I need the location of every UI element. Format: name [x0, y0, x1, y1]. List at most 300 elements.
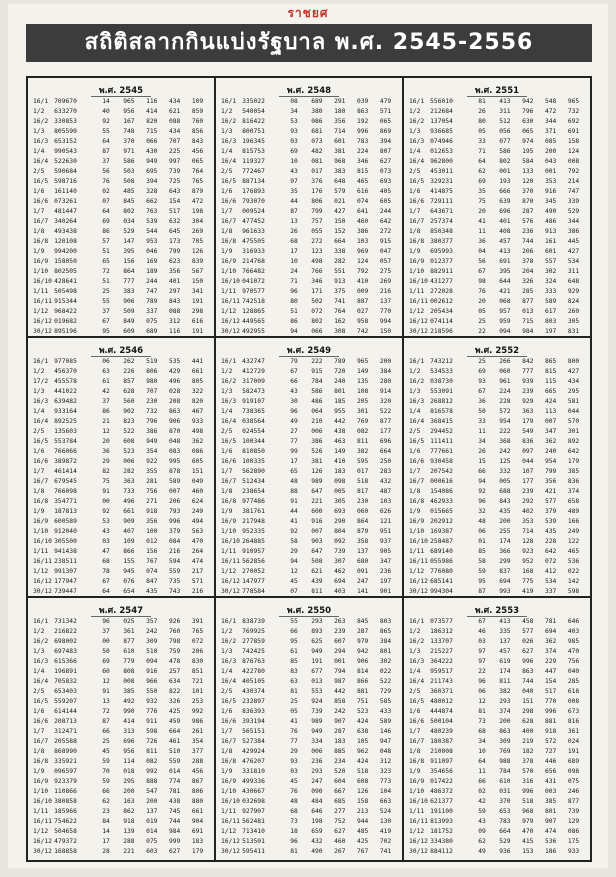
- prize-number: 094: [499, 328, 511, 335]
- draw-row: [33, 317, 209, 327]
- prize-number: 885: [334, 748, 346, 755]
- prize-number: 608: [356, 778, 369, 785]
- prize-number: 150: [379, 328, 392, 335]
- prize-number: 34: [478, 438, 486, 445]
- draw-date: 1/10: [33, 788, 49, 795]
- first-prize-number: 032698: [242, 798, 265, 805]
- prize-number: 961: [499, 378, 511, 385]
- draw-date: 1/6: [33, 448, 45, 455]
- prize-number: 792: [356, 268, 369, 275]
- prize-number: 529: [499, 838, 511, 845]
- prize-number: 139: [123, 828, 135, 835]
- prize-number: 551: [334, 268, 346, 275]
- prize-number: 84: [102, 818, 110, 825]
- draw-date: 1/4: [221, 148, 233, 155]
- draw-date: 1/8: [409, 488, 421, 495]
- year-label: พ.ศ. 2547: [91, 606, 151, 617]
- prize-number: 781: [544, 618, 557, 625]
- prize-number: 239: [522, 488, 534, 495]
- first-prize-number: 217948: [242, 518, 265, 525]
- first-prize-number: 257374: [430, 218, 453, 225]
- prize-number: 806: [146, 368, 158, 375]
- prize-number: 949: [311, 648, 323, 655]
- prize-number: 811: [146, 748, 158, 755]
- prize-number: 007: [544, 418, 557, 425]
- prize-number: 45: [102, 748, 110, 755]
- draw-row: [409, 367, 585, 377]
- draw-date: 2/5: [409, 688, 421, 695]
- prize-number: 239: [334, 628, 346, 635]
- prize-number: 498: [191, 428, 204, 435]
- prize-number: 135: [356, 378, 369, 385]
- draw-row: [221, 267, 397, 277]
- draw-row: [221, 577, 397, 587]
- prize-number: 87: [290, 208, 298, 215]
- draw-row: [409, 527, 585, 537]
- draw-row: [409, 487, 585, 497]
- first-prize-number: 161140: [54, 188, 77, 195]
- prize-number: 425: [168, 708, 181, 715]
- prize-number: 309: [146, 638, 158, 645]
- prize-number: 00: [102, 638, 110, 645]
- prize-number: 589: [168, 478, 181, 485]
- prize-number: 87: [478, 588, 486, 595]
- prize-number: 114: [123, 758, 135, 765]
- prize-number: 803: [544, 318, 557, 325]
- prize-number: 362: [544, 638, 557, 645]
- prize-number: 906: [123, 298, 135, 305]
- draw-date: 16/9: [33, 258, 49, 265]
- draw-date: 1/9: [221, 248, 233, 255]
- first-prize-number: 238654: [242, 488, 265, 495]
- prize-number: 643: [168, 188, 181, 195]
- prize-number: 942: [356, 648, 369, 655]
- prize-number: 572: [499, 408, 511, 415]
- draw-date: 1/2: [409, 108, 421, 115]
- draw-date: 1/11: [33, 808, 49, 815]
- prize-number: 179: [191, 848, 204, 855]
- draw-row: [409, 277, 585, 287]
- first-prize-number: 882911: [430, 268, 453, 275]
- draw-row: [33, 427, 209, 437]
- year-heading: [406, 603, 588, 615]
- first-prize-number: 895196: [54, 328, 77, 335]
- prize-number: 179: [522, 418, 534, 425]
- draw-row: [221, 497, 397, 507]
- prize-number: 008: [123, 678, 135, 685]
- prize-number: 186: [544, 848, 557, 855]
- first-prize-number: 615366: [54, 658, 77, 665]
- prize-number: 775: [522, 578, 534, 585]
- draw-date: 1/6: [409, 188, 421, 195]
- first-prize-number: 335921: [54, 758, 77, 765]
- prize-number: 205: [356, 398, 369, 405]
- prize-number: 522: [379, 678, 392, 685]
- draw-row: [33, 167, 209, 177]
- prize-number: 75: [102, 478, 110, 485]
- prize-number: 93: [478, 378, 486, 385]
- first-prize-number: 769925: [242, 628, 265, 635]
- prize-number: 751: [356, 698, 369, 705]
- prize-number: 345: [544, 198, 557, 205]
- prize-number: 523: [123, 448, 135, 455]
- draw-row: [33, 807, 209, 817]
- prize-number: 600: [311, 508, 323, 515]
- prize-number: 098: [334, 478, 346, 485]
- prize-number: 291: [334, 98, 346, 105]
- draw-date: 1/3: [409, 648, 421, 655]
- prize-number: 394: [379, 138, 392, 145]
- draw-date: 16/7: [33, 218, 49, 225]
- prize-number: 103: [356, 238, 369, 245]
- prize-number: 831: [567, 328, 580, 335]
- prize-number: 326: [522, 278, 534, 285]
- prize-number: 376: [311, 178, 323, 185]
- prize-number: 801: [379, 648, 392, 655]
- draw-date: 1/8: [221, 488, 233, 495]
- prize-number: 20: [478, 298, 486, 305]
- draw-row: [33, 697, 209, 707]
- prize-number: 81: [290, 848, 298, 855]
- prize-number: 966: [146, 678, 158, 685]
- prize-number: 290: [334, 518, 346, 525]
- prize-number: 784: [311, 378, 323, 385]
- prize-number: 502: [311, 298, 323, 305]
- prize-number: 866: [123, 548, 135, 555]
- first-prize-number: 697483: [54, 648, 77, 655]
- prize-number: 881: [544, 718, 557, 725]
- prize-number: 23: [102, 808, 110, 815]
- prize-number: 71: [290, 278, 298, 285]
- draw-date: 1/11: [221, 288, 237, 295]
- first-prize-number: 212684: [430, 108, 453, 115]
- prize-number: 299: [499, 558, 511, 565]
- draw-row: [33, 557, 209, 567]
- draw-date: 1/6: [221, 448, 233, 455]
- prize-number: 242: [499, 448, 511, 455]
- prize-number: 006: [123, 458, 135, 465]
- first-prize-number: 041072: [242, 278, 265, 285]
- prize-number: 739: [168, 168, 181, 175]
- prize-number: 20: [102, 438, 110, 445]
- first-prize-number: 432747: [242, 358, 265, 365]
- draw-date: 16/5: [221, 698, 237, 705]
- prize-number: 77: [290, 438, 298, 445]
- year-label: พ.ศ. 2551: [467, 86, 527, 97]
- first-prize-number: 110866: [54, 788, 77, 795]
- draw-row: [33, 737, 209, 747]
- draw-row: [33, 817, 209, 827]
- prize-number: 65: [102, 258, 110, 265]
- prize-number: 59: [102, 758, 110, 765]
- prize-number: 93: [290, 758, 298, 765]
- prize-number: 665: [544, 388, 557, 395]
- column-divider: [402, 78, 404, 860]
- prize-number: 130: [379, 818, 392, 825]
- prize-number: 632: [168, 218, 181, 225]
- first-prize-number: 316933: [242, 248, 265, 255]
- prize-number: 496: [168, 378, 181, 385]
- prize-number: 759: [168, 648, 181, 655]
- prize-number: 781: [168, 788, 181, 795]
- draw-date: 1/2: [409, 368, 421, 375]
- prize-number: 616: [191, 318, 204, 325]
- prize-number: 777: [123, 278, 135, 285]
- prize-number: 242: [334, 708, 346, 715]
- prize-number: 739: [567, 808, 580, 815]
- year-panel: [30, 80, 212, 334]
- prize-number: 969: [356, 248, 369, 255]
- prize-number: 748: [123, 128, 135, 135]
- prize-number: 694: [544, 628, 557, 635]
- first-prize-number: 205588: [54, 738, 77, 745]
- prize-number: 864: [123, 268, 135, 275]
- prize-number: 006: [311, 428, 323, 435]
- draw-row: [33, 257, 209, 267]
- first-prize-number: 952335: [242, 528, 265, 535]
- prize-number: 183: [191, 838, 204, 845]
- prize-number: 97: [290, 178, 298, 185]
- prize-number: 996: [544, 708, 557, 715]
- prize-number: 903: [311, 538, 323, 545]
- draw-row: [221, 467, 397, 477]
- draw-row: [221, 407, 397, 417]
- draw-date: 16/10: [33, 798, 52, 805]
- prize-number: 659: [311, 828, 323, 835]
- draw-row: [221, 367, 397, 377]
- draw-row: [409, 697, 585, 707]
- prize-number: 02: [102, 188, 110, 195]
- draw-row: [33, 747, 209, 757]
- draw-row: [33, 497, 209, 507]
- draw-date: 16/6: [409, 718, 425, 725]
- draw-date: 1/4: [221, 408, 233, 415]
- first-prize-number: 019682: [54, 318, 77, 325]
- draw-row: [409, 437, 585, 447]
- prize-number: 742: [356, 328, 369, 335]
- draw-row: [221, 167, 397, 177]
- prize-number: 149: [334, 448, 346, 455]
- prize-number: 932: [146, 698, 158, 705]
- draw-row: [409, 647, 585, 657]
- prize-number: 37: [102, 628, 110, 635]
- first-prize-number: 137054: [430, 118, 453, 125]
- prize-number: 61: [290, 648, 298, 655]
- prize-number: 013: [311, 678, 323, 685]
- year-panel: [406, 600, 588, 854]
- draw-date: 16/1: [221, 98, 237, 105]
- prize-number: 18: [290, 828, 298, 835]
- draw-row: [33, 277, 209, 287]
- draw-row: [221, 437, 397, 447]
- prize-number: 811: [311, 588, 323, 595]
- prize-number: 458: [522, 618, 534, 625]
- prize-number: 047: [379, 248, 392, 255]
- first-prize-number: 238511: [54, 558, 77, 565]
- prize-number: 142: [567, 578, 580, 585]
- prize-number: 605: [379, 198, 392, 205]
- prize-number: 508: [311, 558, 323, 565]
- draw-row: [409, 427, 585, 437]
- draw-date: 1/12: [33, 828, 49, 835]
- draw-row: [221, 217, 397, 227]
- draw-date: 16/10: [221, 798, 240, 805]
- prize-number: 58: [290, 538, 298, 545]
- prize-number: 214: [567, 178, 580, 185]
- draw-row: [221, 737, 397, 747]
- draw-date: 30/12: [409, 328, 428, 335]
- prize-number: 905: [379, 548, 392, 555]
- draw-date: 16/7: [221, 218, 237, 225]
- prize-number: 46: [478, 628, 486, 635]
- draw-date: 16/5: [33, 178, 49, 185]
- prize-number: 44: [290, 198, 298, 205]
- draw-date: 1/10: [33, 268, 49, 275]
- prize-number: 385: [123, 688, 135, 695]
- draw-row: [33, 647, 209, 657]
- first-prize-number: 214768: [242, 258, 265, 265]
- prize-number: 793: [168, 508, 181, 515]
- prize-number: 936: [499, 848, 511, 855]
- prize-number: 57: [102, 238, 110, 245]
- prize-number: 086: [311, 118, 323, 125]
- prize-number: 137: [379, 298, 392, 305]
- prize-number: 863: [356, 108, 369, 115]
- prize-number: 459: [168, 718, 181, 725]
- prize-number: 022: [379, 668, 392, 675]
- prize-number: 022: [567, 568, 580, 575]
- prize-number: 66: [478, 468, 486, 475]
- draw-row: [221, 457, 397, 467]
- first-prize-number: 381761: [242, 508, 265, 515]
- draw-date: 1/3: [409, 388, 421, 395]
- prize-number: 410: [356, 278, 369, 285]
- draw-row: [33, 847, 209, 857]
- prize-number: 044: [567, 408, 580, 415]
- prize-number: 776: [146, 708, 158, 715]
- prize-number: 174: [499, 538, 511, 545]
- prize-number: 696: [379, 438, 392, 445]
- first-prize-number: 475505: [242, 238, 265, 245]
- prize-number: 617: [544, 308, 557, 315]
- draw-results-list: [33, 617, 209, 857]
- prize-number: 949: [146, 158, 158, 165]
- prize-number: 510: [146, 648, 158, 655]
- prize-number: 347: [544, 428, 557, 435]
- prize-number: 137: [499, 638, 511, 645]
- draw-date: 1/3: [33, 648, 45, 655]
- first-prize-number: 055986: [430, 558, 453, 565]
- first-prize-number: 119327: [242, 158, 265, 165]
- first-prize-number: 380377: [430, 238, 453, 245]
- draw-date: 1/6: [221, 708, 233, 715]
- prize-number: 088: [168, 118, 181, 125]
- prize-number: 344: [544, 118, 557, 125]
- prize-number: 060: [499, 368, 511, 375]
- prize-number: 847: [146, 578, 158, 585]
- draw-date: 16/9: [221, 518, 237, 525]
- prize-number: 356: [544, 478, 557, 485]
- prize-number: 692: [567, 118, 580, 125]
- draw-row: [409, 247, 585, 257]
- prize-number: 419: [522, 588, 534, 595]
- prize-number: 272: [379, 228, 392, 235]
- draw-date: 16/3: [409, 398, 425, 405]
- first-prize-number: 202912: [430, 518, 453, 525]
- prize-number: 789: [146, 298, 158, 305]
- prize-number: 836: [522, 438, 534, 445]
- prize-number: 53: [102, 518, 110, 525]
- draw-row: [409, 767, 585, 777]
- first-prize-number: 456370: [54, 368, 77, 375]
- draw-row: [221, 137, 397, 147]
- prize-number: 92: [290, 528, 298, 535]
- prize-number: 456: [191, 768, 204, 775]
- prize-number: 288: [123, 838, 135, 845]
- prize-number: 619: [499, 658, 511, 665]
- prize-number: 627: [168, 848, 181, 855]
- prize-number: 519: [146, 358, 158, 365]
- prize-number: 432: [311, 838, 323, 845]
- prize-number: 915: [311, 368, 323, 375]
- prize-number: 086: [191, 448, 204, 455]
- prize-number: 67: [478, 388, 486, 395]
- first-prize-number: 096597: [54, 768, 77, 775]
- draw-date: 2/5: [221, 168, 233, 175]
- prize-number: 151: [191, 468, 204, 475]
- prize-number: 67: [290, 368, 298, 375]
- year-panel: [406, 340, 588, 594]
- prize-number: 721: [191, 678, 204, 685]
- prize-number: 234: [334, 758, 346, 765]
- first-prize-number: 215227: [430, 648, 453, 655]
- draw-row: [33, 777, 209, 787]
- draw-row: [409, 497, 585, 507]
- first-prize-number: 562890: [242, 468, 265, 475]
- prize-number: 341: [191, 288, 204, 295]
- first-prize-number: 512434: [242, 478, 265, 485]
- draw-date: 16/11: [221, 818, 240, 825]
- prize-number: 244: [146, 278, 158, 285]
- prize-number: 550: [146, 688, 158, 695]
- draw-row: [33, 407, 209, 417]
- prize-number: 046: [146, 248, 158, 255]
- prize-number: 865: [544, 358, 557, 365]
- prize-number: 386: [356, 228, 369, 235]
- first-prize-number: 331810: [242, 768, 265, 775]
- first-prize-number: 479372: [54, 838, 77, 845]
- prize-number: 774: [168, 778, 181, 785]
- prize-number: 124: [567, 148, 580, 155]
- year-panel: [30, 340, 212, 594]
- prize-number: 169: [146, 258, 158, 265]
- prize-number: 228: [499, 398, 511, 405]
- prize-number: 371: [544, 128, 557, 135]
- draw-row: [221, 817, 397, 827]
- prize-number: 055: [311, 228, 323, 235]
- draw-date: 16/2: [33, 638, 49, 645]
- draw-row: [33, 797, 209, 807]
- prize-number: 014: [168, 768, 181, 775]
- prize-number: 766: [311, 268, 323, 275]
- first-prize-number: 766098: [54, 488, 77, 495]
- prize-number: 918: [123, 818, 135, 825]
- prize-number: 14: [102, 828, 110, 835]
- prize-number: 62: [478, 168, 486, 175]
- draw-row: [221, 387, 397, 397]
- prize-number: 027: [356, 308, 369, 315]
- draw-date: 16/1: [33, 98, 49, 105]
